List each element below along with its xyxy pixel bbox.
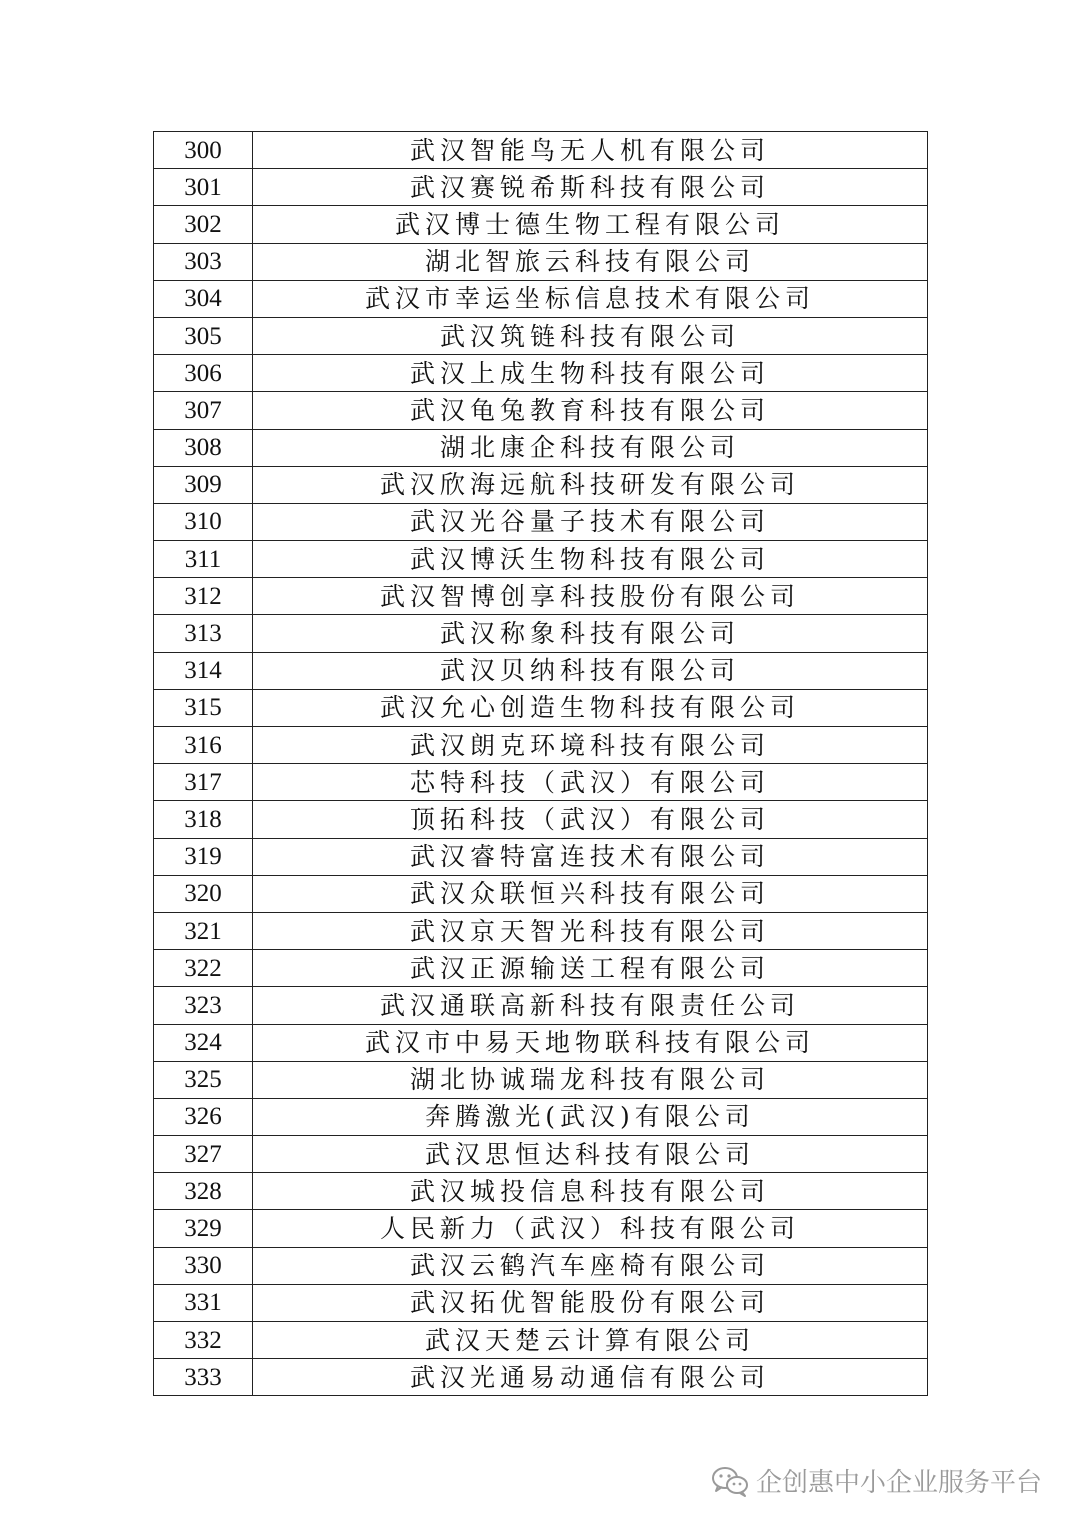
table-row	[154, 317, 928, 354]
table-row	[154, 429, 928, 466]
company-name: 武汉市中易天地物联科技有限公司	[253, 1024, 928, 1061]
table-row	[154, 912, 928, 949]
table-row	[154, 1284, 928, 1321]
company-name: 武汉天楚云计算有限公司	[253, 1322, 928, 1359]
table-row	[154, 206, 928, 243]
company-list-body	[154, 132, 928, 1396]
row-number: 304	[154, 280, 253, 317]
row-number: 311	[154, 541, 253, 578]
row-number: 307	[154, 392, 253, 429]
row-number: 328	[154, 1173, 253, 1210]
table-row	[154, 950, 928, 987]
row-number: 315	[154, 689, 253, 726]
table-row	[154, 689, 928, 726]
company-name: 武汉智能鸟无人机有限公司	[253, 132, 928, 169]
table-row	[154, 355, 928, 392]
company-name: 武汉欣海远航科技研发有限公司	[253, 466, 928, 503]
table-row	[154, 875, 928, 912]
row-number: 306	[154, 355, 253, 392]
table-row	[154, 243, 928, 280]
watermark-text: 企创惠中小企业服务平台	[755, 1468, 1042, 1498]
company-name: 武汉光谷量子技术有限公司	[253, 503, 928, 540]
table-row	[154, 1024, 928, 1061]
table-row	[154, 503, 928, 540]
row-number: 312	[154, 578, 253, 615]
company-name: 武汉博沃生物科技有限公司	[253, 541, 928, 578]
row-number: 300	[154, 132, 253, 169]
table-row	[154, 169, 928, 206]
table-row	[154, 466, 928, 503]
company-name: 湖北协诚瑞龙科技有限公司	[253, 1061, 928, 1098]
company-list-table	[153, 131, 928, 1396]
company-name: 武汉通联高新科技有限责任公司	[253, 987, 928, 1024]
company-name: 武汉市幸运坐标信息技术有限公司	[253, 280, 928, 317]
table-row	[154, 1173, 928, 1210]
table-row	[154, 727, 928, 764]
table-row	[154, 1136, 928, 1173]
row-number: 309	[154, 466, 253, 503]
table-row	[154, 838, 928, 875]
company-name: 武汉京天智光科技有限公司	[253, 912, 928, 949]
wechat-icon	[710, 1465, 750, 1497]
row-number: 320	[154, 875, 253, 912]
row-number: 333	[154, 1359, 253, 1396]
table-row	[154, 280, 928, 317]
company-name: 武汉睿特富连技术有限公司	[253, 838, 928, 875]
company-name: 武汉称象科技有限公司	[253, 615, 928, 652]
row-number: 330	[154, 1247, 253, 1284]
row-number: 301	[154, 169, 253, 206]
company-name: 武汉城投信息科技有限公司	[253, 1173, 928, 1210]
row-number: 305	[154, 317, 253, 354]
table-row	[154, 1322, 928, 1359]
row-number: 324	[154, 1024, 253, 1061]
table-row	[154, 1210, 928, 1247]
company-name: 顶拓科技（武汉）有限公司	[253, 801, 928, 838]
row-number: 313	[154, 615, 253, 652]
table-row	[154, 392, 928, 429]
table-row	[154, 764, 928, 801]
row-number: 323	[154, 987, 253, 1024]
row-number: 322	[154, 950, 253, 987]
row-number: 325	[154, 1061, 253, 1098]
company-name: 奔腾激光(武汉)有限公司	[253, 1098, 928, 1135]
company-name: 武汉众联恒兴科技有限公司	[253, 875, 928, 912]
company-name: 武汉上成生物科技有限公司	[253, 355, 928, 392]
row-number: 314	[154, 652, 253, 689]
company-name: 武汉智博创享科技股份有限公司	[253, 578, 928, 615]
company-name: 武汉博士德生物工程有限公司	[253, 206, 928, 243]
company-name: 人民新力（武汉）科技有限公司	[253, 1210, 928, 1247]
table-row	[154, 1061, 928, 1098]
row-number: 310	[154, 503, 253, 540]
row-number: 327	[154, 1136, 253, 1173]
table-row	[154, 801, 928, 838]
table-row	[154, 578, 928, 615]
company-name: 武汉赛锐希斯科技有限公司	[253, 169, 928, 206]
table-row	[154, 987, 928, 1024]
company-name: 湖北康企科技有限公司	[253, 429, 928, 466]
row-number: 303	[154, 243, 253, 280]
company-name: 芯特科技（武汉）有限公司	[253, 764, 928, 801]
company-name: 武汉思恒达科技有限公司	[253, 1136, 928, 1173]
company-name: 武汉龟兔教育科技有限公司	[253, 392, 928, 429]
table-row	[154, 1359, 928, 1396]
table-row	[154, 652, 928, 689]
row-number: 329	[154, 1210, 253, 1247]
table-row	[154, 541, 928, 578]
row-number: 302	[154, 206, 253, 243]
row-number: 318	[154, 801, 253, 838]
company-name: 武汉贝纳科技有限公司	[253, 652, 928, 689]
row-number: 331	[154, 1284, 253, 1321]
row-number: 321	[154, 912, 253, 949]
table-row	[154, 132, 928, 169]
company-name: 武汉光通易动通信有限公司	[253, 1359, 928, 1396]
table-row	[154, 1098, 928, 1135]
company-name: 武汉拓优智能股份有限公司	[253, 1284, 928, 1321]
company-name: 湖北智旅云科技有限公司	[253, 243, 928, 280]
row-number: 326	[154, 1098, 253, 1135]
company-name: 武汉允心创造生物科技有限公司	[253, 689, 928, 726]
table-row	[154, 615, 928, 652]
row-number: 308	[154, 429, 253, 466]
row-number: 332	[154, 1322, 253, 1359]
wechat-watermark	[710, 1462, 1042, 1499]
company-name: 武汉朗克环境科技有限公司	[253, 727, 928, 764]
company-name: 武汉正源输送工程有限公司	[253, 950, 928, 987]
row-number: 319	[154, 838, 253, 875]
company-name: 武汉筑链科技有限公司	[253, 317, 928, 354]
company-name: 武汉云鹤汽车座椅有限公司	[253, 1247, 928, 1284]
table-row	[154, 1247, 928, 1284]
row-number: 316	[154, 727, 253, 764]
row-number: 317	[154, 764, 253, 801]
